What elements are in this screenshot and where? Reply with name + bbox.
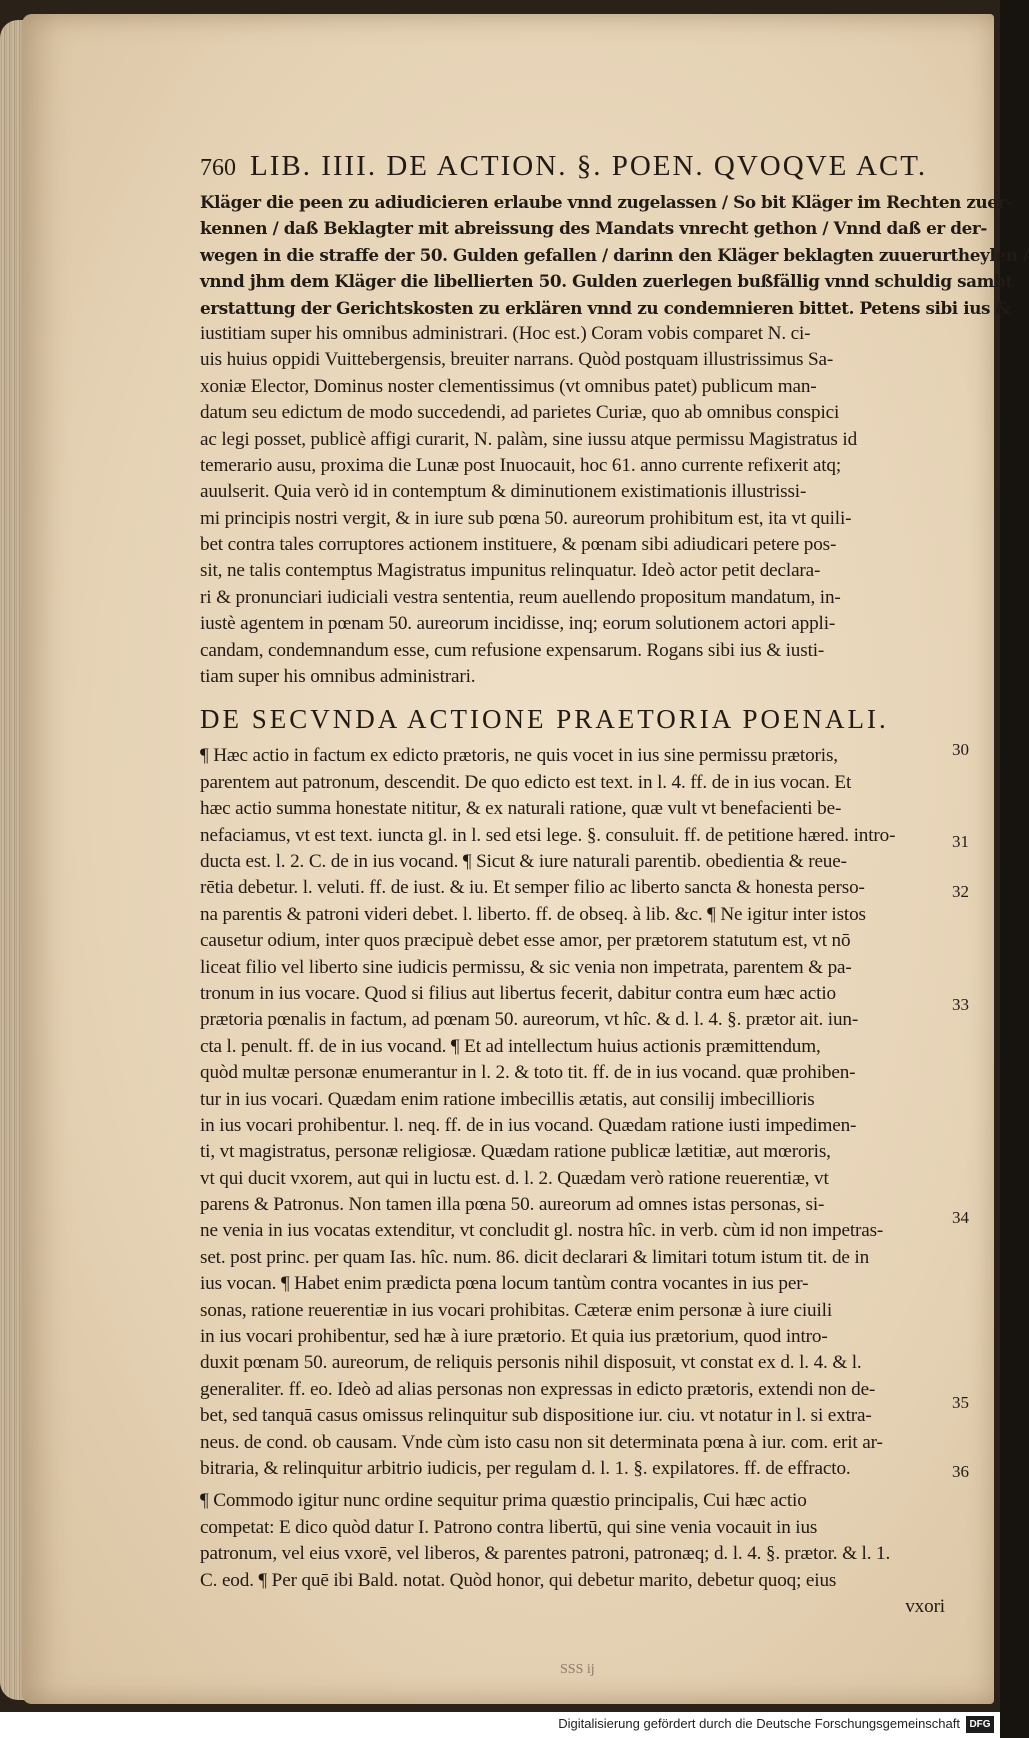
margin-number: 35 (952, 1393, 969, 1412)
dfg-logo-icon: DFG (966, 1716, 994, 1733)
text-line: competat: E dico quòd datur I. Patrono contra libertū, qui sine venia vocauit in ius (200, 1516, 818, 1538)
text-line: nefaciamus, vt est text. iuncta gl. in l. sed etsi lege. §. consuluit. ff. de petitione hæred. intro- (200, 824, 896, 846)
text-line: ac legi posset, publicè affigi curarit, N. palàm, sine iussu atque permissu Magistratus id (200, 428, 858, 450)
text-line: sit, ne talis contemptus Magistratus impunitus relinquatur. Ideò actor petit declara- (200, 560, 821, 582)
text-block-c (200, 1488, 945, 1594)
text-block-a (200, 189, 1029, 690)
text-line: iustitiam super his omnibus administrari. (Hoc est.) Coram vobis comparet N. ci- (200, 322, 811, 344)
text-line: ti, vt magistratus, personæ religiosæ. Quædam ratione publicæ lætitiæ, aut mœroris, (200, 1141, 831, 1163)
text-line: patronum, vel eius vxorē, vel liberos, & parentes patroni, patronæq; d. l. 4. §. prætor. & l. 1. (200, 1543, 891, 1565)
section-title: DE SECVNDA ACTIONE PRAETORIA POENALI. (200, 704, 889, 735)
text-line: ¶ Hæc actio in factum ex edicto prætoris, ne quis vocet in ius sine permissu prætoris, (200, 745, 838, 767)
margin-number: 33 (952, 995, 969, 1014)
text-line: candam, condemnandum esse, cum refusione expensarum. Rogans sibi ius & iusti- (200, 639, 825, 661)
footer-bar (0, 1712, 1000, 1738)
text-line: neus. de cond. ob causam. Vnde cùm isto casu non sit determinata pœna à iur. com. erit ar- (200, 1431, 883, 1453)
running-head-title: LIB. IIII. DE ACTION. §. POEN. QVOQVE ACT. (250, 150, 928, 182)
text-line: xoniæ Elector, Dominus noster clementissimus (vt omnibus patet) publicum man- (200, 375, 817, 397)
text-line: ducta est. l. 2. C. de in ius vocand. ¶ Sicut & iure naturali parentib. obedientia & reue- (200, 850, 847, 872)
text-line: bitraria, & relinquitur arbitrio iudicis, per regulam d. l. 1. §. expilatores. ff. de effracto. (200, 1457, 851, 1479)
text-line: ne venia in ius vocatas extenditur, vt concludit gl. nostra hîc. in verb. cùm id non impetras- (200, 1220, 884, 1242)
text-line: iustè agentem in pœnam 50. aureorum incidisse, inq; eorum solutionem actori appli- (200, 613, 836, 635)
text-line: in ius vocari prohibentur. l. neq. ff. de in ius vocand. Quædam ratione iusti impedimen- (200, 1114, 857, 1136)
text-line: wegen in die straffe der 50. Gulden gefallen / darinn den Kläger beklagten zuuerurtheylen / (200, 244, 1029, 265)
margin-number: 34 (952, 1208, 969, 1227)
text-line: generaliter. ff. eo. Ideò ad alias personas non expressas in edicto prætoris, extendi non de- (200, 1378, 876, 1400)
text-line: temerario ausu, proxima die Lunæ post Inuocauit, hoc 61. anno currente refixerit atq; (200, 454, 842, 476)
text-line: set. post princ. per quam Ias. hîc. num. 86. dicit declarari & limitari totum istum tit. de in (200, 1246, 870, 1268)
text-line: datum seu edictum de modo succedendi, ad parietes Curiæ, quo ab omnibus conspici (200, 402, 840, 424)
text-line: tronum in ius vocare. Quod si filius aut libertus fecerit, dabitur contra eum hæc actio (200, 982, 836, 1004)
text-line: ri & pronunciari iudiciali vestra sententia, reum auellendo propositum mandatum, in- (200, 586, 841, 608)
margin-number: 30 (952, 740, 969, 759)
text-line: tiam super his omnibus administrari. (200, 666, 476, 688)
text-line: causetur odium, inter quos præcipuè debet esse amor, per prætorem statutum est, vt nō (200, 930, 851, 952)
text-line: mi principis nostri vergit, & in iure sub pœna 50. aureorum prohibitum est, ita vt quili- (200, 507, 852, 529)
text-line: sonas, ratione reuerentiæ in ius vocari prohibitas. Cæteræ enim personæ à iure ciuili (200, 1299, 833, 1321)
text-line: erstattung der Gerichtskosten zu erklären vnnd zu condemnieren bittet. Petens sibi ius & (200, 297, 1011, 318)
page-number: 760 (200, 155, 236, 181)
text-line: liceat filio vel liberto sine iudicis permissu, & sic venia non impetrata, parentem & pa- (200, 956, 852, 978)
text-line: tur in ius vocari. Quædam enim ratione imbecillis ætatis, aut consilij imbecillioris (200, 1088, 815, 1110)
text-line: parentem aut patronum, descendit. De quo edicto est text. in l. 4. ff. de in ius vocan. Et (200, 771, 852, 793)
text-line: auulserit. Quia verò id in contemptum & diminutionem existimationis illustrissi- (200, 481, 807, 503)
text-line: rētia debetur. l. veluti. ff. de iust. & iu. Et semper filio ac liberto sancta & honesta perso- (200, 877, 865, 899)
text-line: duxit pœnam 50. aureorum, de reliquis personis nihil disposuit, vt constat ex d. l. 4. & l. (200, 1352, 862, 1374)
text-line: vnnd jhm dem Kläger die libellierten 50. Gulden zuerlegen bußfällig vnnd schuldig sambt (200, 271, 1013, 292)
text-line: prætoria pœnalis in factum, ad pœnam 50. aureorum, vt hîc. & d. l. 4. §. prætor ait. iun- (200, 1009, 859, 1031)
text-line: ¶ Commodo igitur nunc ordine sequitur prima quæstio principalis, Cui hæc actio (200, 1490, 807, 1512)
margin-number: 31 (952, 832, 969, 851)
text-line: C. eod. ¶ Per quē ibi Bald. notat. Quòd honor, qui debetur marito, debetur quoq; eius (200, 1569, 837, 1591)
text-line: bet, sed tanquā casus omissus relinquitur sub dispositione iur. ciu. vt notatur in l. si extra- (200, 1405, 872, 1427)
margin-number: 36 (952, 1462, 969, 1481)
footer-credit: Digitalisierung gefördert durch die Deutsche Forschungsgemeinschaft (558, 1716, 960, 1731)
text-line: vt qui ducit vxorem, aut qui in luctu est. d. l. 2. Quædam verò ratione reuerentiæ, vt (200, 1167, 829, 1189)
text-line: ius vocan. ¶ Habet enim prædicta pœna locum tantùm contra vocantes in ius per- (200, 1273, 809, 1295)
text-line: Kläger die peen zu adiudicieren erlaube vnnd zugelassen / So bit Kläger im Rechten zuer- (200, 192, 1013, 212)
signature-mark: SSS ij (560, 1662, 595, 1677)
margin-number: 32 (952, 882, 969, 901)
text-line: kennen / daß Beklagter mit abreissung des Mandats vnrecht gethon / Vnnd daß er der- (200, 218, 987, 239)
text-block-b (200, 743, 945, 1482)
text-line: bet contra tales corruptores actionem instituere, & pœnam sibi adiudicari petere pos- (200, 534, 837, 556)
text-line: cta l. penult. ff. de in ius vocand. ¶ Et ad intellectum huius actionis præmittendum, (200, 1035, 821, 1057)
text-line: quòd multæ personæ enumerantur in l. 2. & toto tit. ff. de in ius vocand. quæ prohiben- (200, 1062, 856, 1084)
text-line: in ius vocari prohibentur, sed hæ à iure prætorio. Et quia ius prætorium, quod intro- (200, 1326, 828, 1348)
running-header (200, 150, 945, 183)
catchword: vxori (905, 1595, 945, 1617)
text-line: hæc actio summa honestate nititur, & ex naturali ratione, quæ vult vt benefacienti be- (200, 798, 842, 820)
text-line: uis huius oppidi Vuittebergensis, breuiter narrans. Quòd postquam illustrissimus Sa- (200, 349, 834, 371)
text-line: na parentis & patroni videri debet. l. liberto. ff. de obseq. à lib. &c. ¶ Ne igitur inter istos (200, 903, 866, 925)
text-line: parens & Patronus. Non tamen illa pœna 50. aureorum ad omnes istas personas, si- (200, 1194, 825, 1216)
